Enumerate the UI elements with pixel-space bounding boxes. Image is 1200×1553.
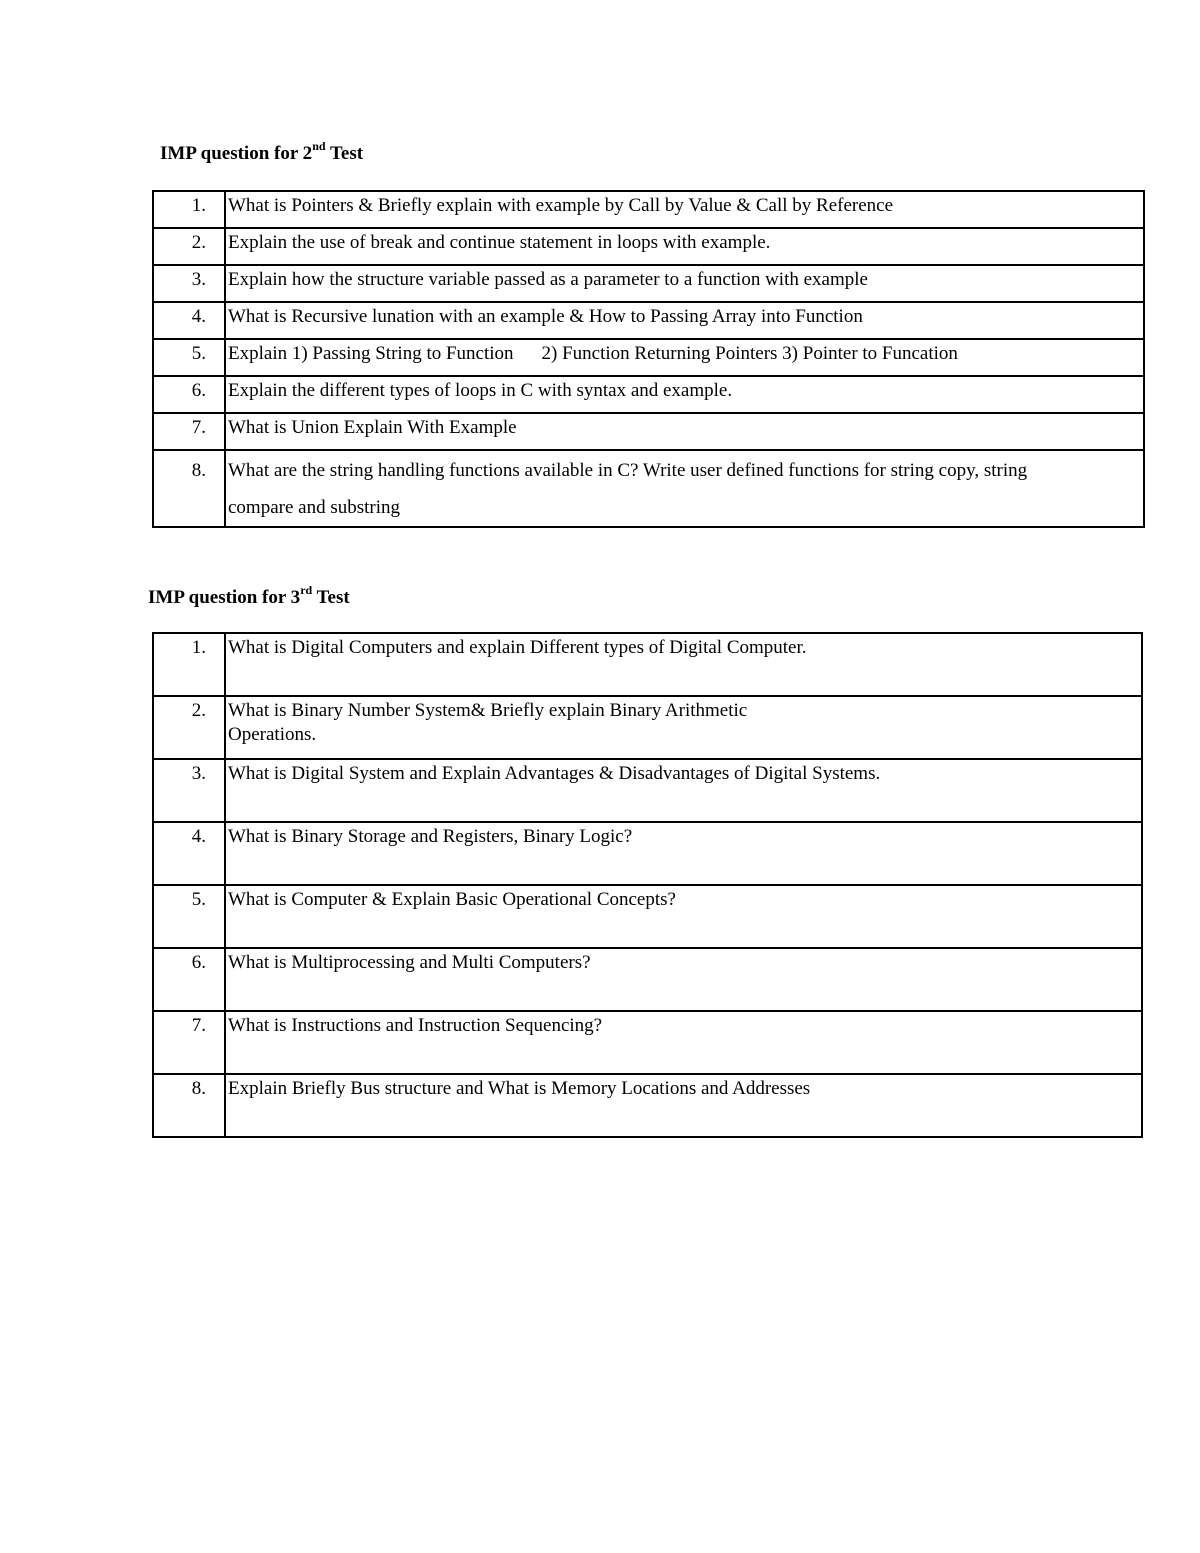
question-number: 4.	[153, 302, 225, 339]
question-text-line-2: Operations.	[228, 724, 317, 745]
table-row	[153, 1074, 1142, 1137]
question-text: What is Digital System and Explain Advantages & Disadvantages of Digital Systems.	[225, 759, 1142, 822]
question-number: 8.	[153, 1074, 225, 1137]
question-number: 7.	[153, 1011, 225, 1074]
question-number: 6.	[153, 948, 225, 1011]
question-text: Explain Briefly Bus structure and What is Memory Locations and Addresses	[225, 1074, 1142, 1137]
question-text: What is Instructions and Instruction Sequencing?	[225, 1011, 1142, 1074]
question-text: What is Digital Computers and explain Different types of Digital Computer.	[225, 633, 1142, 696]
table-row	[153, 1011, 1142, 1074]
section-2-title-sup: nd	[312, 138, 326, 153]
question-number: 1.	[153, 633, 225, 696]
question-number: 2.	[153, 696, 225, 759]
section-3-title-sup: rd	[300, 582, 313, 597]
question-number: 3.	[153, 265, 225, 302]
table-row	[153, 413, 1144, 450]
section-2-question-table	[152, 190, 1145, 528]
table-row	[153, 228, 1144, 265]
question-number: 1.	[153, 191, 225, 228]
section-3-title-prefix: IMP question for 3	[148, 587, 301, 608]
question-text	[225, 696, 1142, 759]
table-row	[153, 948, 1142, 1011]
question-number: 3.	[153, 759, 225, 822]
table-row	[153, 302, 1144, 339]
question-text: What is Binary Storage and Registers, Binary Logic?	[225, 822, 1142, 885]
table-row	[153, 759, 1142, 822]
table-row	[153, 450, 1144, 527]
question-text: Explain the use of break and continue statement in loops with example.	[225, 228, 1144, 265]
table-row	[153, 265, 1144, 302]
question-number: 4.	[153, 822, 225, 885]
question-text: What is Computer & Explain Basic Operational Concepts?	[225, 885, 1142, 948]
question-text	[225, 450, 1144, 527]
table-row	[153, 822, 1142, 885]
section-3-title	[148, 582, 350, 610]
section-3-question-table	[152, 632, 1143, 1138]
question-text-line-2: compare and substring	[228, 497, 401, 518]
question-number: 7.	[153, 413, 225, 450]
section-3-title-suffix: Test	[312, 587, 350, 608]
question-number: 6.	[153, 376, 225, 413]
question-text: What is Recursive lunation with an example & How to Passing Array into Function	[225, 302, 1144, 339]
question-number: 8.	[153, 450, 225, 527]
table-row	[153, 633, 1142, 696]
question-text: What is Pointers & Briefly explain with example by Call by Value & Call by Reference	[225, 191, 1144, 228]
question-number: 5.	[153, 339, 225, 376]
table-row	[153, 191, 1144, 228]
question-text: What is Multiprocessing and Multi Computers?	[225, 948, 1142, 1011]
section-2-title	[160, 138, 364, 166]
section-2-title-suffix: Test	[325, 143, 364, 164]
question-text: What is Union Explain With Example	[225, 413, 1144, 450]
table-row	[153, 885, 1142, 948]
question-text	[225, 339, 1144, 376]
question-text-part-2: 2) Function Returning Pointers 3) Pointer to Funcation	[541, 343, 958, 364]
table-row	[153, 339, 1144, 376]
table-row	[153, 696, 1142, 759]
question-text: Explain the different types of loops in C with syntax and example.	[225, 376, 1144, 413]
question-text-part-1: Explain 1) Passing String to Function	[228, 343, 514, 364]
question-text: Explain how the structure variable passed as a parameter to a function with example	[225, 265, 1144, 302]
section-2-title-prefix: IMP question for 2	[160, 143, 313, 164]
question-number: 5.	[153, 885, 225, 948]
table-row	[153, 376, 1144, 413]
question-text-line-1: What is Binary Number System& Briefly explain Binary Arithmetic	[228, 700, 748, 721]
question-number: 2.	[153, 228, 225, 265]
question-text-line-1: What are the string handling functions available in C? Write user defined functions for string copy, string	[228, 460, 1028, 481]
